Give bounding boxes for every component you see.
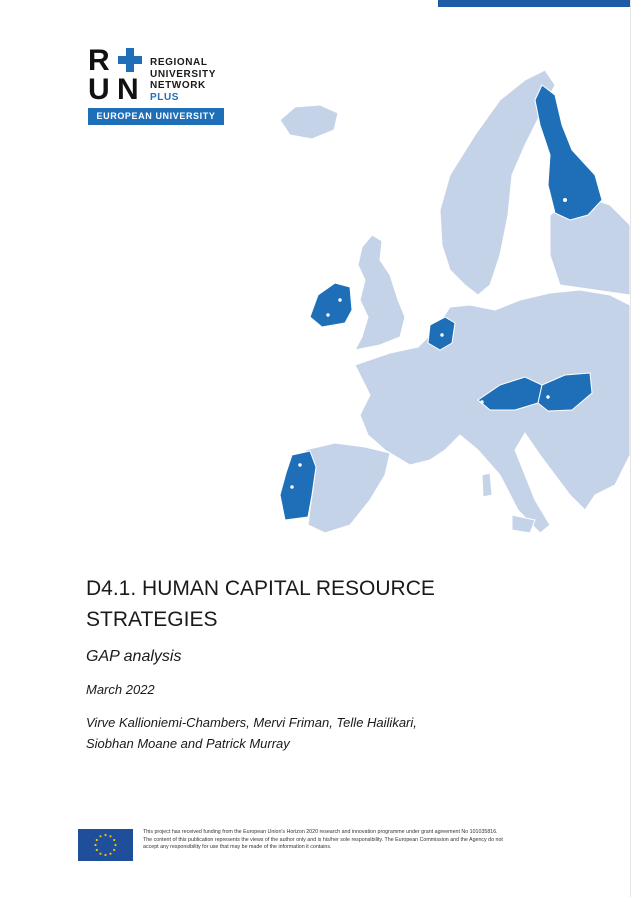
map-city-dot [480,400,483,403]
funding-disclaimer [143,829,548,852]
authors-line: Siobhan Moane and Patrick Murray [86,736,290,751]
document-subtitle: GAP analysis [86,648,182,665]
logo-letter-r: R [88,44,110,77]
map-iceland [280,105,338,139]
authors-line: Virve Kallioniemi-Chambers, Mervi Friman, Telle Hailikari, [86,715,417,730]
page-edge [630,0,636,897]
map-city-dot [298,463,301,466]
document-title [86,573,506,635]
map-ireland [310,283,352,327]
logo-name-line: REGIONAL [150,57,208,68]
top-accent-bar [438,0,630,7]
european-university-badge: EUROPEAN UNIVERSITY [88,108,224,125]
eu-flag-icon [78,829,133,861]
funding-line: This project has received funding from the European Union's Horizon 2020 research and innovation programme under grant agreement No 101035816. [143,829,498,835]
logo-name-line: NETWORK [150,80,206,91]
map-great-britain [355,235,405,350]
europe-map [250,55,630,545]
logo-network-name [150,57,216,103]
document-authors [86,712,486,754]
map-spain [305,443,390,533]
map-city-dot [326,313,329,316]
logo-mark [88,46,146,104]
funding-line: accept any responsibility for use that may be made of the information it contains. [143,844,332,850]
map-sardinia [482,473,492,497]
logo-plus-label: PLUS [150,91,180,103]
map-finland [535,85,602,220]
logo-letter-u: U [88,73,110,106]
logo-plus-icon [118,48,142,72]
map-city-dot [563,198,567,202]
map-city-dot [290,485,293,488]
map-city-dot [338,298,341,301]
logo-letter-n: N [117,73,139,106]
logo-name-line: UNIVERSITY [150,68,217,80]
map-city-dot [440,333,443,336]
title-line: STRATEGIES [86,608,218,631]
funding-line: The content of this publication represents the views of the author only and is his/her sole responsibility. The European Commission and the Agency do not [143,836,503,843]
run-logo [88,46,228,128]
map-city-dot [546,395,549,398]
title-line: D4.1. HUMAN CAPITAL RESOURCE [86,577,435,600]
document-date: March 2022 [86,682,155,697]
